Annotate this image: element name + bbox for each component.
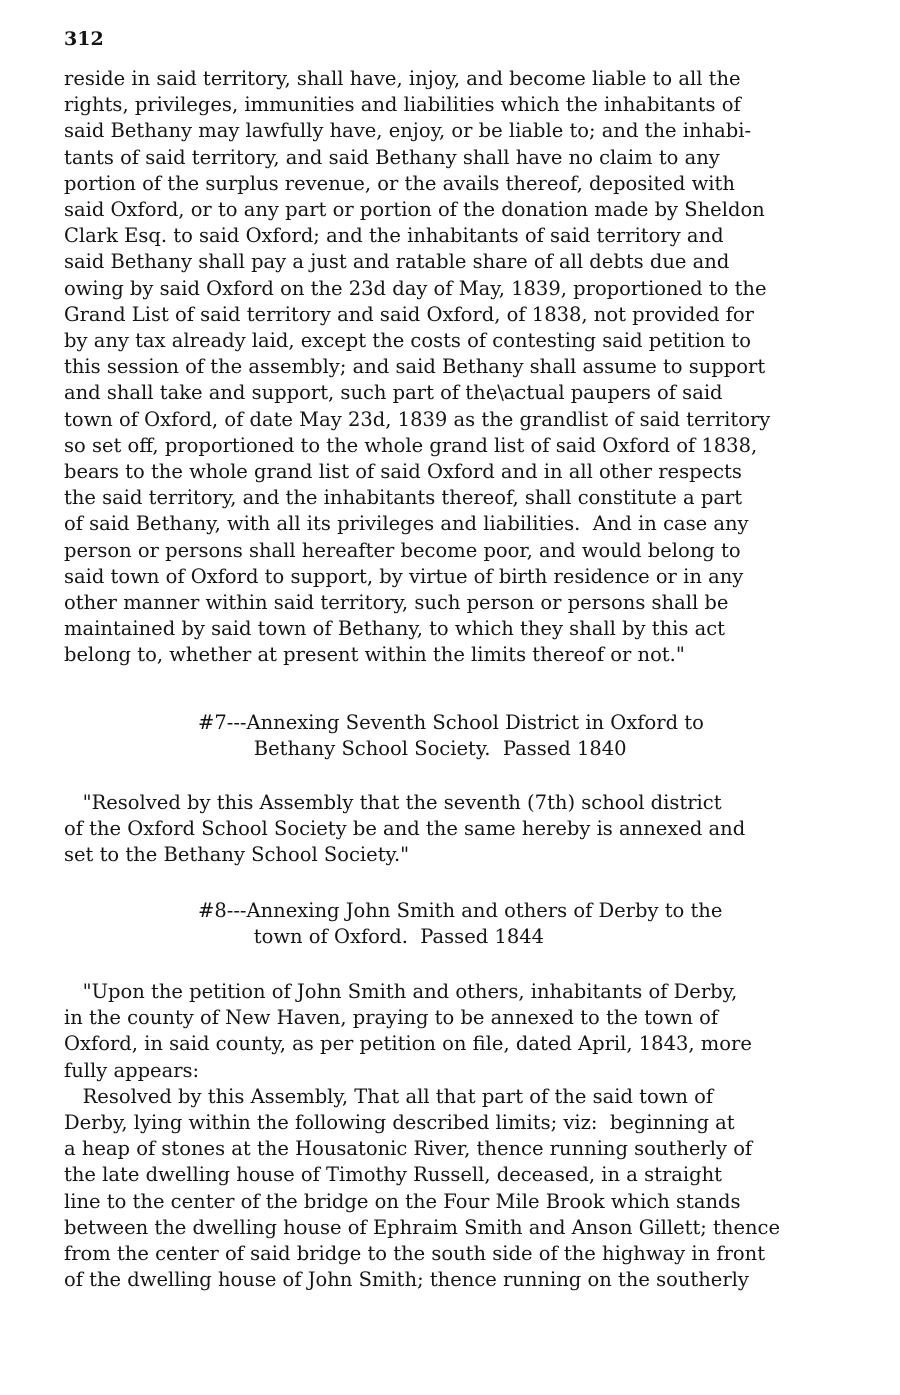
paragraph-act-continuation: reside in said territory, shall have, injoy, and become liable to all the rights, privileges, immunities and liabilities which the inhabitants of said Bethany may lawfully have, enjoy, or be liable to; and the inhabi- tants of said territory, and said Bethany shall have no claim to any portion of the surplus revenue, or the avails thereof, deposited with said Oxford, or to any part or portion of the donation made by Sheldon Clark Esq. to said Oxford; and the inhabitants of said territory and said Bethany shall pay a just and ratable share of all debts due and owing by said Oxford on the 23d day of May, 1839, proportioned to the Grand List of said territory and said Oxford, of 1838, not provided for by any tax already laid, except the costs of contesting said petition to this session of the assembly; and said Bethany shall assume to support and shall take and support, such part of the\actual paupers of said town of Oxford, of date May 23d, 1839 as the grandlist of said territory so set off, proportioned to the whole grand list of said Oxford of 1838, bears to the whole grand list of said Oxford and in all other respects the said territory, and the inhabitants thereof, shall constitute a part of said Bethany, with all its privileges and liabilities. And in case any person or persons shall hereafter become poor, and would belong to said town of Oxford to support, by virtue of birth residence or in any other manner within said territory, such person or persons shall be maintained by said town of Bethany, to which they shall by this act belong to, whether at present within the limits thereof or not." — [64, 67, 771, 667]
paragraph-resolution-7: "Resolved by this Assembly that the seventh (7th) school district of the Oxford School Society be and the same hereby is annexed and set to the Bethany School Society." — [64, 791, 746, 867]
section-heading-8: #8---Annexing John Smith and others of Derby to the town of Oxford. Passed 1844 — [198, 899, 723, 949]
page-number: 312 — [64, 28, 104, 50]
paragraph-resolution-8: "Upon the petition of John Smith and others, inhabitants of Derby, in the county of New Haven, praying to be annexed to the town of Oxford, in said county, as per petition on file, dated April, 1843, more fully appears: Resolved by this Assembly, That all that part of the said town of Derby, lying within the following described limits; viz: beginning at a heap of stones at the Housatonic River, thence running southerly of the late dwelling house of Timothy Russell, deceased, in a straight line to the center of the bridge on the Four Mile Brook which stands between the dwelling house of Ephraim Smith and Anson Gillett; thence from the center of said bridge to the south side of the highway in front of the dwelling house of John Smith; thence running on the southerly — [64, 980, 781, 1292]
section-heading-7: #7---Annexing Seventh School District in Oxford to Bethany School Society. Passed 1840 — [198, 711, 704, 761]
